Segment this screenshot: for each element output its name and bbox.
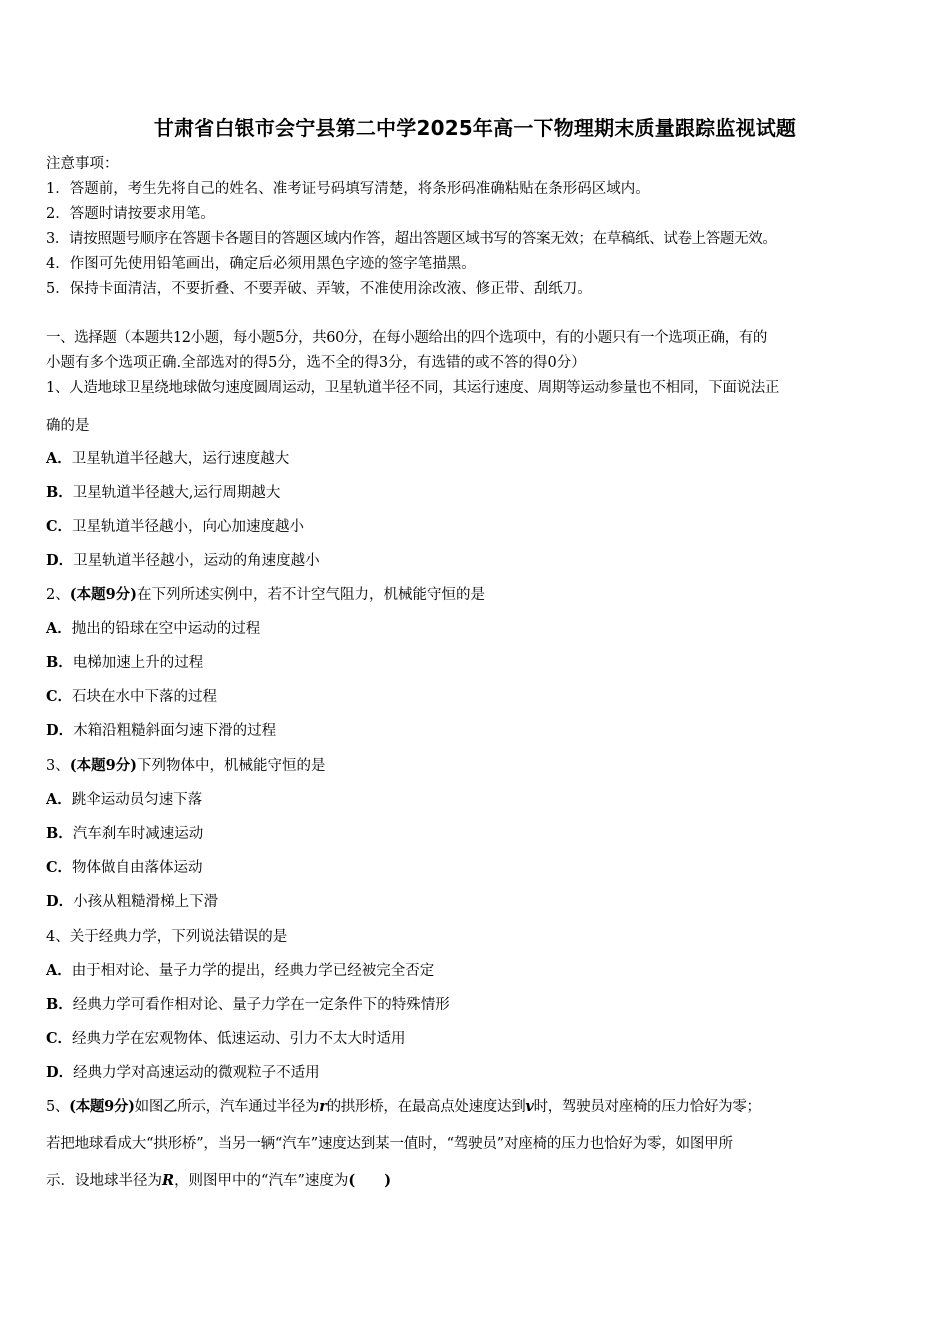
option-label: C． (46, 1030, 73, 1047)
notice-item-1: 1．答题前，考生先将自己的姓名、准考证号码填写清楚，将条形码准确粘贴在条形码区域内。 (46, 181, 650, 197)
question-score: (本题9分) (69, 586, 138, 603)
option-text: 小孩从粗糙滑梯上下滑 (73, 894, 219, 910)
question-number: 3、 (46, 758, 70, 774)
option-label: D． (46, 722, 74, 739)
option-text: 经典力学对高速运动的微观粒子不适用 (73, 1065, 320, 1081)
question-2-option-a (46, 617, 260, 638)
answer-blank: ( ) (348, 1172, 392, 1189)
question-text: 如图乙所示，汽车通过半径为 (134, 1099, 320, 1115)
question-5-stem-line-1 (46, 1095, 761, 1116)
question-text: 时，驾驶员对座椅的压力恰好为零； (533, 1099, 761, 1115)
question-text: 在下列所述实例中，若不计空气阻力，机械能守恒的是 (137, 587, 486, 603)
question-score: (本题9分) (69, 757, 138, 774)
notice-item-5: 5．保持卡面清洁，不要折叠、不要弄破、弄皱，不准使用涂改液、修正带、刮纸刀。 (46, 281, 592, 297)
option-text: 经典力学在宏观物体、低速运动、引力不太大时适用 (72, 1031, 406, 1047)
question-3-option-d (46, 890, 218, 911)
option-text: 抛出的铅球在空中运动的过程 (71, 621, 261, 637)
question-5-stem-line-2: 若把地球看成大“拱形桥”，当另一辆“汽车”速度达到某一值时，“驾驶员”对座椅的压力也恰好为零，如图甲所 (46, 1136, 733, 1152)
question-number: 5、 (46, 1099, 70, 1115)
question-4-option-b (46, 993, 450, 1014)
notice-item-2: 2．答题时请按要求用笔。 (46, 206, 215, 222)
option-label: A． (46, 962, 72, 979)
question-1-option-d (46, 549, 320, 570)
question-4-option-c (46, 1027, 406, 1048)
question-4-option-a (46, 959, 434, 980)
question-2-option-d (46, 719, 276, 740)
option-label: B． (46, 825, 73, 842)
variable-R: R (162, 1172, 175, 1189)
question-3-option-a (46, 788, 202, 809)
question-text: ，则图甲中的“汽车”速度为 (174, 1173, 349, 1189)
option-label: D． (46, 1064, 74, 1081)
option-label: C． (46, 859, 73, 876)
option-text: 卫星轨道半径越大,运行周期越大 (72, 485, 281, 501)
variable-r: r (319, 1098, 327, 1115)
question-2-option-c (46, 685, 217, 706)
notice-heading: 注意事项： (46, 156, 119, 172)
page-title: 甘肃省白银市会宁县第二中学2025年高一下物理期末质量跟踪监视试题 (153, 116, 797, 140)
option-text: 跳伞运动员匀速下落 (71, 792, 203, 808)
option-label: D． (46, 552, 74, 569)
option-text: 电梯加速上升的过程 (72, 655, 204, 671)
option-text: 木箱沿粗糙斜面匀速下滑的过程 (73, 723, 277, 739)
question-text: 下列物体中，机械能守恒的是 (137, 758, 326, 774)
option-label: D． (46, 893, 74, 910)
question-4-option-d (46, 1061, 320, 1082)
option-text: 卫星轨道半径越小，向心加速度越小 (72, 519, 305, 535)
question-4-stem: 4、关于经典力学，下列说法错误的是 (46, 929, 288, 945)
question-5-stem-line-3 (46, 1169, 391, 1190)
section-instructions-line-2: 小题有多个选项正确.全部选对的得5分，选不全的得3分，有选错的或不答的得0分） (46, 355, 586, 371)
option-text: 物体做自由落体运动 (72, 860, 203, 876)
notice-item-3: 3．请按照题号顺序在答题卡各题目的答题区域内作答，超出答题区域书写的答案无效；在草稿纸、试卷上答题无效。 (46, 231, 777, 247)
question-text: 示．设地球半径为 (46, 1173, 162, 1189)
question-1-option-b (46, 481, 280, 502)
option-label: C． (46, 688, 73, 705)
variable-v: v (525, 1098, 534, 1115)
question-3-option-c (46, 856, 203, 877)
option-label: B． (46, 484, 73, 501)
section-instructions-line-1: 一、选择题（本题共12小题，每小题5分，共60分，在每小题给出的四个选项中，有的小题只有一个选项正确，有的 (46, 330, 767, 346)
question-1-stem-line-2: 确的是 (46, 418, 90, 434)
question-1-stem-line-1: 1、人造地球卫星绕地球做匀速度圆周运动，卫星轨道半径不同，其运行速度、周期等运动参量也不相同，下面说法正 (46, 380, 780, 396)
option-label: A． (46, 620, 72, 637)
question-3-option-b (46, 822, 203, 843)
question-text: 的拱形桥，在最高点处速度达到 (326, 1099, 526, 1115)
notice-item-4: 4．作图可先使用铅笔画出，确定后必须用黑色字迹的签字笔描黑。 (46, 256, 476, 272)
option-label: C． (46, 518, 73, 535)
question-1-option-a (46, 447, 289, 468)
option-text: 卫星轨道半径越大，运行速度越大 (71, 451, 290, 467)
option-label: A． (46, 450, 72, 467)
option-text: 汽车刹车时减速运动 (72, 826, 204, 842)
question-number: 2、 (46, 587, 70, 603)
option-text: 经典力学可看作相对论、量子力学在一定条件下的特殊情形 (72, 997, 450, 1013)
option-text: 由于相对论、量子力学的提出，经典力学已经被完全否定 (71, 963, 435, 979)
question-1-option-c (46, 515, 304, 536)
option-label: B． (46, 996, 73, 1013)
option-label: A． (46, 791, 72, 808)
question-3-stem (46, 754, 326, 775)
option-text: 石块在水中下落的过程 (72, 689, 218, 705)
option-text: 卫星轨道半径越小，运动的角速度越小 (73, 553, 320, 569)
question-2-option-b (46, 651, 203, 672)
question-2-stem (46, 583, 485, 604)
question-score: (本题9分) (69, 1098, 135, 1115)
option-label: B． (46, 654, 73, 671)
